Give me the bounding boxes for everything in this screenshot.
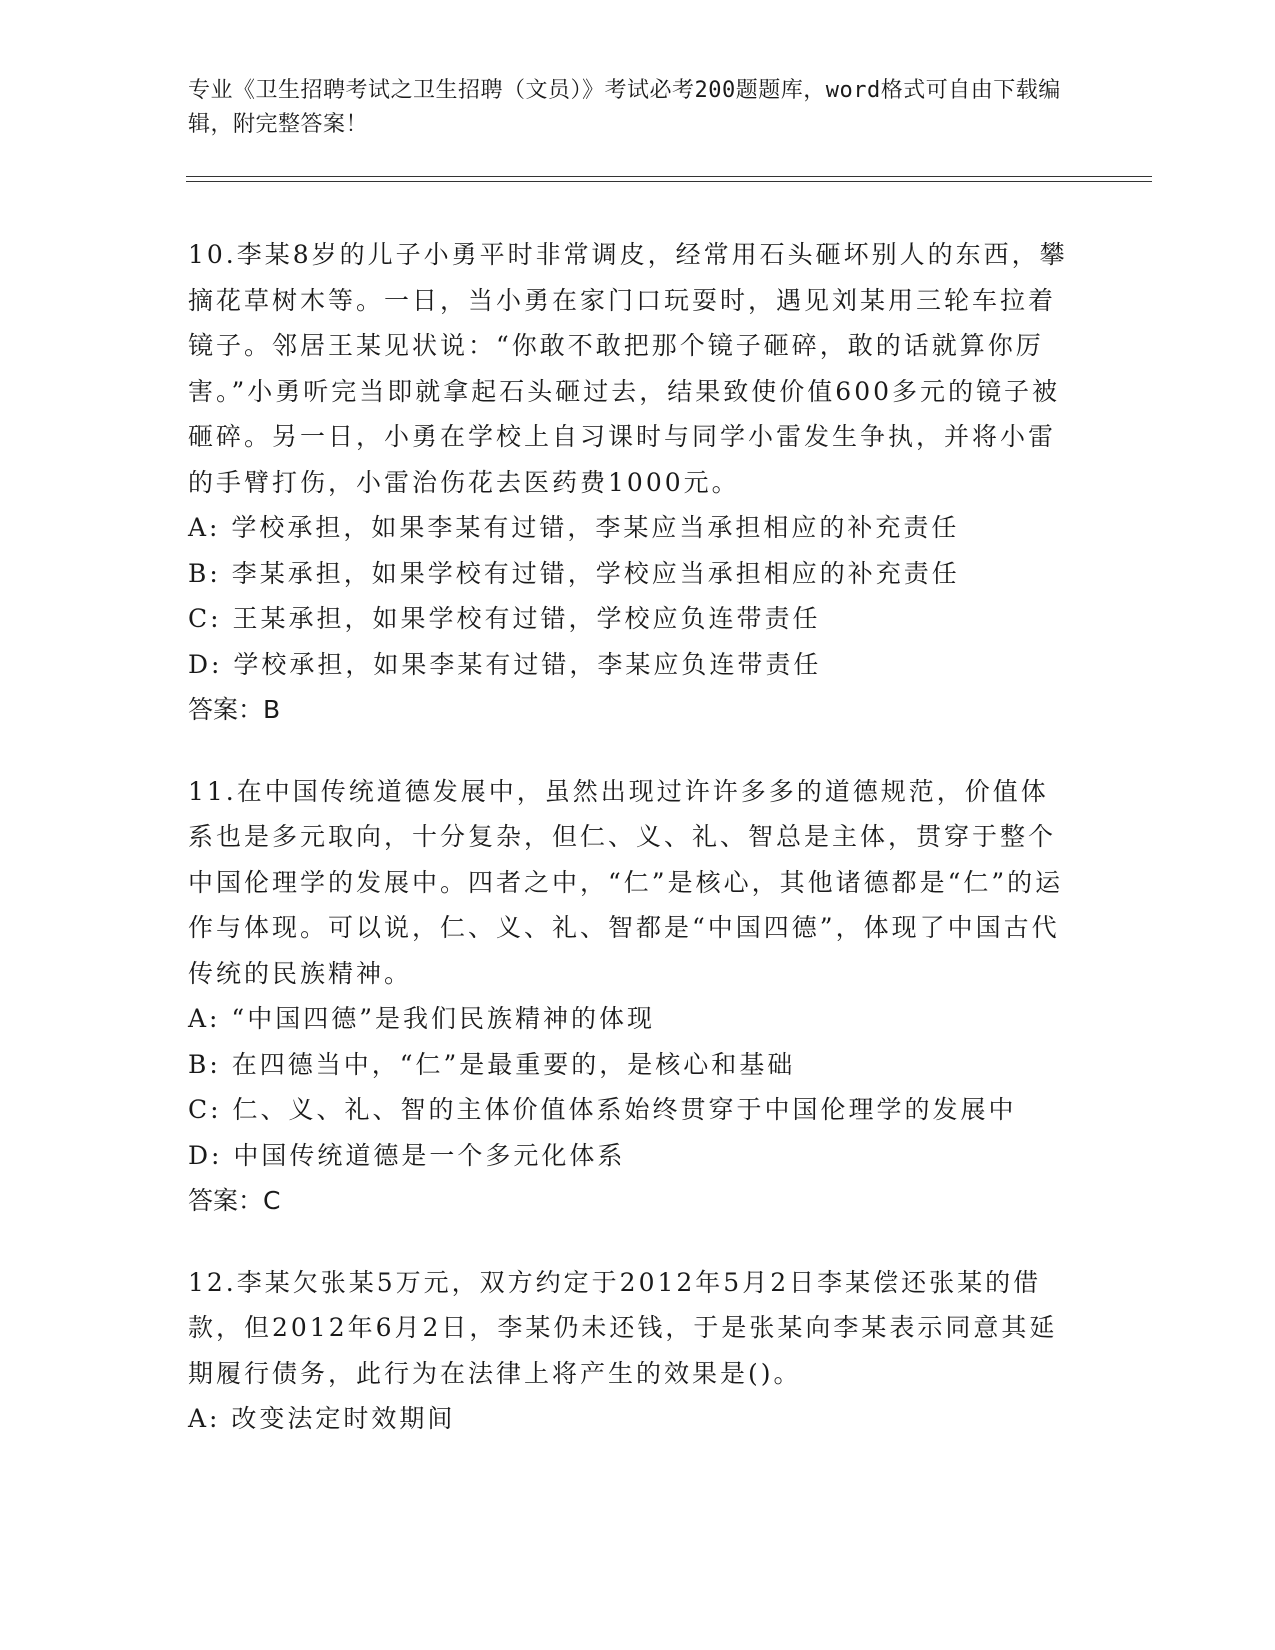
option-a: A: 学校承担，如果李某有过错，李某应当承担相应的补充责任 (188, 513, 960, 542)
question-stem: 11.在中国传统道德发展中，虽然出现过许许多多的道德规范，价值体系也是多元取向，十分复杂，但仁、义、礼、智总是主体，贯穿于整个中国伦理学的发展中。四者之中，“仁”是核心，其他诸德都是“仁”的运作与体现。可以说，仁、义、礼、智都是“中国四德”，体现了中国古代传统的民族精神。 (188, 776, 1064, 988)
question-list (188, 232, 1068, 1478)
question-11 (188, 769, 1068, 1224)
document-header: 专业《卫生招聘考试之卫生招聘（文员）》考试必考200题题库，word格式可自由下载编辑，附完整答案！ (188, 78, 1061, 137)
question-12 (188, 1260, 1068, 1442)
question-stem: 10.李某8岁的儿子小勇平时非常调皮，经常用石头砸坏别人的东西，攀摘花草树木等。一日，当小勇在家门口玩耍时，遇见刘某用三轮车拉着镜子。邻居王某见状说：“你敢不敢把那个镜子砸碎，敢的话就算你厉害。”小勇听完当即就拿起石头砸过去，结果致使价值600多元的镜子被砸碎。另一日，小勇在学校上自习课时与同学小雷发生争执，并将小雷的手臂打伤，小雷治伤花去医药费1000元。 (188, 240, 1068, 497)
option-b: B: 在四德当中，“仁”是最重要的，是核心和基础 (188, 1049, 796, 1079)
option-c: C: 王某承担，如果学校有过错，学校应负连带责任 (188, 604, 821, 633)
option-b: B: 李某承担，如果学校有过错，学校应当承担相应的补充责任 (188, 558, 960, 588)
answer-label: 答案：C (188, 1186, 281, 1215)
option-d: D: 学校承担，如果李某有过错，李某应负连带责任 (188, 649, 822, 679)
option-a: A: 改变法定时效期间 (188, 1404, 456, 1433)
header-divider (186, 176, 1152, 182)
option-d: D: 中国传统道德是一个多元化体系 (188, 1140, 626, 1170)
question-10 (188, 232, 1068, 733)
question-stem: 12.李某欠张某5万元，双方约定于2012年5月2日李某偿还张某的借款，但2012年6月2日，李某仍未还钱，于是张某向李某表示同意其延期履行债务，此行为在法律上将产生的效果是()。 (188, 1267, 1058, 1388)
option-a: A: “中国四德”是我们民族精神的体现 (188, 1004, 655, 1033)
option-c: C: 仁、义、礼、智的主体价值体系始终贯穿于中国伦理学的发展中 (188, 1095, 1017, 1124)
answer-label: 答案：B (188, 695, 281, 724)
